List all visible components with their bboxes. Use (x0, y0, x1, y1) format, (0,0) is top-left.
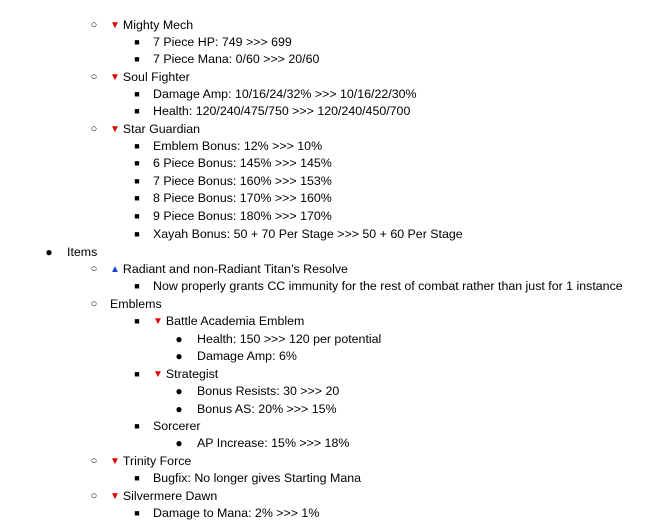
up-arrow-icon: ▲ (110, 264, 120, 275)
trait-label: Mighty Mech (122, 18, 194, 32)
filled-circle-bullet: ● (175, 402, 183, 416)
square-bullet: ■ (134, 316, 140, 326)
square-bullet: ■ (134, 37, 140, 47)
square-bullet: ■ (134, 369, 140, 379)
list-item-text: Health: 150 >>> 120 per potential (197, 332, 382, 346)
list-item-text: AP Increase: 15% >>> 18% (197, 436, 350, 450)
down-arrow-icon: ▼ (110, 456, 120, 467)
square-bullet: ■ (134, 193, 140, 203)
item-label: Trinity Force (122, 454, 192, 468)
list-item-text: Bonus Resists: 30 >>> 20 (197, 384, 340, 398)
hollow-circle-bullet: ○ (90, 490, 98, 502)
trait-label: Star Guardian (122, 122, 201, 136)
trait-label: Soul Fighter (122, 70, 190, 84)
hollow-circle-bullet: ○ (90, 123, 98, 135)
square-bullet: ■ (134, 508, 140, 518)
list-item-text: Now properly grants CC immunity for the rest of combat rather than just for 1 instance (153, 279, 623, 293)
emblem-label: Strategist (165, 367, 219, 381)
list-item-text: Bugfix: No longer gives Starting Mana (153, 471, 361, 485)
list-item-text: 9 Piece Bonus: 180% >>> 170% (153, 209, 332, 223)
down-arrow-icon: ▼ (110, 20, 120, 31)
filled-circle-bullet: ● (45, 245, 53, 259)
item-label: Emblems (110, 297, 162, 311)
list-item-text: Emblem Bonus: 12% >>> 10% (153, 139, 323, 153)
emblem-label: Battle Academia Emblem (165, 314, 305, 328)
list-item-text: 7 Piece Bonus: 160% >>> 153% (153, 174, 332, 188)
list-item-text: Damage Amp: 6% (197, 349, 297, 363)
square-bullet: ■ (134, 89, 140, 99)
filled-circle-bullet: ● (175, 384, 183, 398)
list-item-text: 8 Piece Bonus: 170% >>> 160% (153, 191, 332, 205)
hollow-circle-bullet: ○ (90, 455, 98, 467)
square-bullet: ■ (134, 211, 140, 221)
square-bullet: ■ (134, 229, 140, 239)
filled-circle-bullet: ● (175, 332, 183, 346)
list-item-text: 7 Piece Mana: 0/60 >>> 20/60 (153, 52, 320, 66)
list-item-text: Damage to Mana: 2% >>> 1% (153, 506, 320, 520)
square-bullet: ■ (134, 421, 140, 431)
down-arrow-icon: ▼ (110, 72, 120, 83)
list-item-text: Damage Amp: 10/16/24/32% >>> 10/16/22/30% (153, 87, 417, 101)
square-bullet: ■ (134, 176, 140, 186)
item-label: Silvermere Dawn (122, 489, 218, 503)
hollow-circle-bullet: ○ (90, 19, 98, 31)
down-arrow-icon: ▼ (153, 316, 163, 327)
list-item-text: Bonus AS: 20% >>> 15% (197, 402, 337, 416)
emblem-label: Sorcerer (153, 419, 201, 433)
square-bullet: ■ (134, 141, 140, 151)
square-bullet: ■ (134, 106, 140, 116)
section-label: Items (67, 245, 98, 259)
list-item-text: Xayah Bonus: 50 + 70 Per Stage >>> 50 + 60 Per Stage (153, 227, 463, 241)
hollow-circle-bullet: ○ (90, 263, 98, 275)
list-item-text: Health: 120/240/475/750 >>> 120/240/450/700 (153, 104, 411, 118)
down-arrow-icon: ▼ (110, 124, 120, 135)
filled-circle-bullet: ● (175, 349, 183, 363)
down-arrow-icon: ▼ (110, 491, 120, 502)
down-arrow-icon: ▼ (153, 369, 163, 380)
square-bullet: ■ (134, 158, 140, 168)
list-item-text: 7 Piece HP: 749 >>> 699 (153, 35, 292, 49)
item-label: Radiant and non-Radiant Titan’s Resolve (122, 262, 348, 276)
hollow-circle-bullet: ○ (90, 71, 98, 83)
square-bullet: ■ (134, 54, 140, 64)
hollow-circle-bullet: ○ (90, 298, 98, 310)
filled-circle-bullet: ● (175, 436, 183, 450)
list-item-text: 6 Piece Bonus: 145% >>> 145% (153, 156, 332, 170)
square-bullet: ■ (134, 473, 140, 483)
square-bullet: ■ (134, 281, 140, 291)
